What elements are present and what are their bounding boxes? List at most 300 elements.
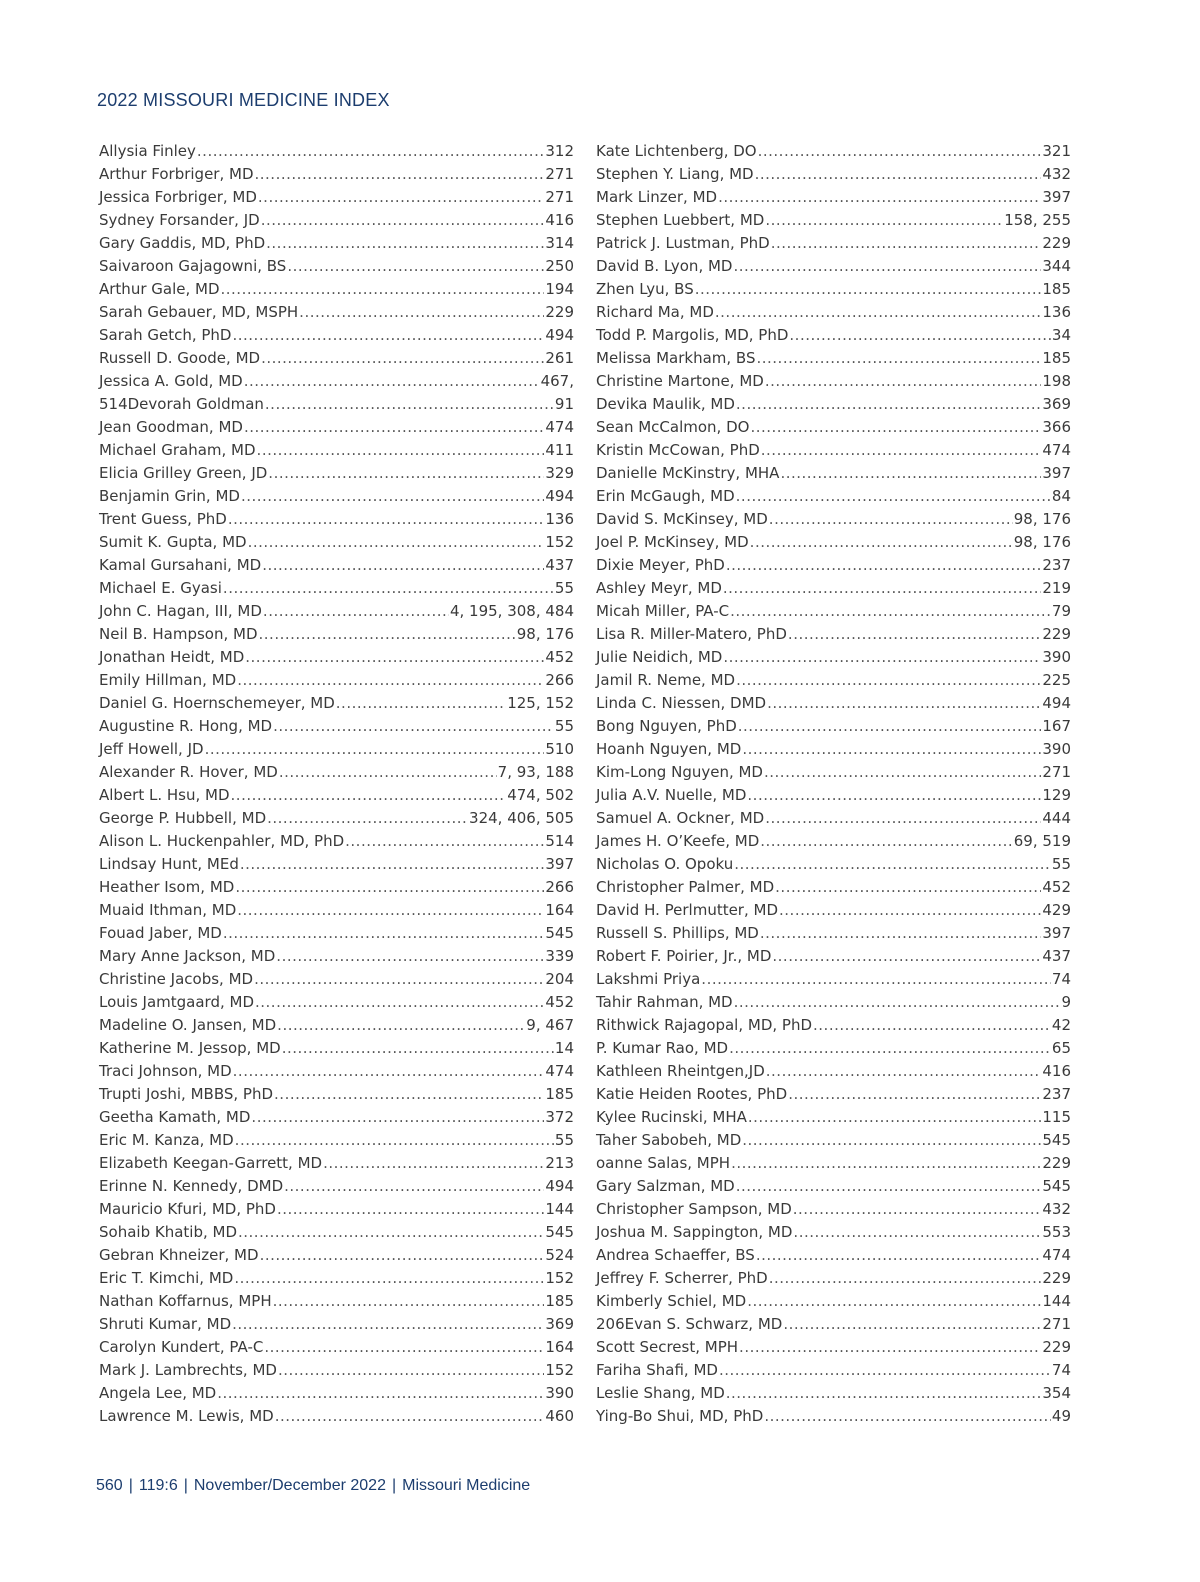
index-entry [596,1290,1071,1313]
dot-leader [760,922,1041,945]
dot-leader [726,554,1042,577]
entry-pages: 416 [545,211,574,229]
entry-name: Emily Hillman, MD [99,671,237,689]
dot-leader [217,1382,544,1405]
index-entry [99,393,574,416]
dot-leader [240,853,545,876]
dot-leader [278,1359,544,1382]
index-entry [596,1014,1071,1037]
dot-leader [235,876,544,899]
entry-name: Christine Jacobs, MD [99,970,254,988]
entry-pages: 390 [545,1384,574,1402]
entry-name: Angela Lee, MD [99,1384,217,1402]
dot-leader [258,186,544,209]
dot-leader [739,1336,1041,1359]
entry-pages: 198 [1042,372,1071,390]
entry-pages: 185 [545,1085,574,1103]
entry-pages: 237 [1042,556,1071,574]
entry-name: Bong Nguyen, PhD [596,717,737,735]
entry-pages: 65 [1051,1039,1071,1057]
entry-pages: 129 [1042,786,1071,804]
entry-name: Carolyn Kundert, PA-C [99,1338,264,1356]
index-entry [596,738,1071,761]
dot-leader [731,1152,1041,1175]
entry-name: Melissa Markham, BS [596,349,756,367]
dot-leader [765,807,1041,830]
entry-pages: 545 [545,924,574,942]
entry-pages: 136 [545,510,574,528]
entry-name: Julia A.V. Nuelle, MD [596,786,747,804]
dot-leader [265,393,554,416]
index-entry [99,623,574,646]
dot-leader [780,462,1041,485]
entry-name: Patrick J. Lustman, PhD [596,234,770,252]
index-entry [596,163,1071,186]
entry-pages: 553 [1042,1223,1071,1241]
dot-leader [262,554,544,577]
entry-pages: 339 [545,947,574,965]
entry-pages: 152 [545,1361,574,1379]
entry-pages: 55 [554,579,574,597]
dot-leader [736,485,1051,508]
dot-leader [736,393,1041,416]
index-entry [99,1244,574,1267]
dot-leader [223,577,554,600]
index-entry [596,370,1071,393]
index-entry [596,508,1071,531]
dot-leader [263,600,449,623]
index-entry [99,1336,574,1359]
entry-pages: 49 [1051,1407,1071,1425]
entry-pages: 416 [1042,1062,1071,1080]
entry-pages: 185 [545,1292,574,1310]
entry-name: Erinne N. Kennedy, DMD [99,1177,284,1195]
entry-name: Russell S. Phillips, MD [596,924,759,942]
dot-leader [813,1014,1051,1037]
index-entry [99,1382,574,1405]
entry-pages: 314 [545,234,574,252]
index-entry [99,1359,574,1382]
entry-pages: 432 [1042,1200,1071,1218]
entry-name: Alison L. Huckenpahler, MD, PhD [99,832,345,850]
index-entry [99,646,574,669]
dot-leader [718,186,1041,209]
entry-pages: 429 [1042,901,1071,919]
dot-leader [750,416,1041,439]
entry-pages: 271 [1042,763,1071,781]
index-entry [596,393,1071,416]
entry-name: Gebran Khneizer, MD [99,1246,259,1264]
dot-leader [747,784,1041,807]
dot-leader [779,899,1041,922]
entry-pages: 14 [554,1039,574,1057]
index-entry [596,784,1071,807]
entry-pages: 69, 519 [1013,832,1071,850]
footer-separator: | [391,1477,397,1494]
entry-pages: 185 [1042,349,1071,367]
dot-leader [789,324,1051,347]
index-entry [596,1060,1071,1083]
entry-pages: 432 [1042,165,1071,183]
entry-name: Eric T. Kimchi, MD [99,1269,234,1287]
index-entry [99,439,574,462]
dot-leader [719,1359,1051,1382]
index-entry [596,347,1071,370]
index-entry [99,1014,574,1037]
index-entry [99,485,574,508]
entry-name: Louis Jamtgaard, MD [99,993,254,1011]
entry-name: Micah Miller, PA-C [596,602,730,620]
entry-pages: 164 [545,1338,574,1356]
entry-pages: 266 [545,878,574,896]
dot-leader [734,991,1061,1014]
entry-name: John C. Hagan, III, MD [99,602,262,620]
dot-leader [765,209,1003,232]
entry-pages: 390 [1042,740,1071,758]
dot-leader [276,945,544,968]
index-entry [596,232,1071,255]
index-entry [99,600,574,623]
index-entry [99,669,574,692]
index-entry [596,462,1071,485]
entry-pages: 158, 255 [1004,211,1071,229]
dot-leader [257,439,545,462]
entry-name: Michael E. Gyasi [99,579,222,597]
entry-pages: 271 [545,188,574,206]
index-entry [596,1405,1071,1428]
entry-pages: 474 [1042,1246,1071,1264]
index-entry [596,140,1071,163]
entry-pages: 55 [554,717,574,735]
entry-pages: 369 [1042,395,1071,413]
index-entry [596,991,1071,1014]
dot-leader [244,416,544,439]
entry-pages: 55 [554,1131,574,1149]
entry-pages: 164 [545,901,574,919]
entry-name: Joshua M. Sappington, MD [596,1223,793,1241]
entry-name: Heather Isom, MD [99,878,235,896]
dot-leader [756,347,1041,370]
entry-name: Kimberly Schiel, MD [596,1292,747,1310]
entry-name: Dixie Meyer, PhD [596,556,725,574]
dot-leader [273,715,554,738]
entry-name: Sohaib Khatib, MD [99,1223,237,1241]
dot-leader [267,807,468,830]
index-entry [596,1083,1071,1106]
dot-leader [723,577,1041,600]
dot-leader [726,1382,1042,1405]
index-entry [596,554,1071,577]
dot-leader [248,531,545,554]
dot-leader [336,692,506,715]
index-entry [99,1267,574,1290]
entry-pages: 9 [1061,993,1071,1011]
entry-pages: 397 [1042,188,1071,206]
index-entry [99,1060,574,1083]
entry-pages: 271 [545,165,574,183]
entry-pages: 237 [1042,1085,1071,1103]
dot-leader [715,301,1041,324]
entry-name: Fouad Jaber, MD [99,924,222,942]
entry-pages: 7, 93, 188 [497,763,574,781]
index-entry [596,485,1071,508]
dot-leader [323,1152,544,1175]
entry-pages: 344 [1042,257,1071,275]
entry-name: Joel P. McKinsey, MD [596,533,749,551]
index-entry [596,577,1071,600]
dot-leader [223,922,545,945]
dot-leader [277,1014,525,1037]
entry-name: Geetha Kamath, MD [99,1108,251,1126]
index-entry [99,738,574,761]
dot-leader [756,1244,1042,1267]
index-entry [596,1382,1071,1405]
dot-leader [251,1106,544,1129]
index-entry [99,1221,574,1244]
dot-leader [279,761,497,784]
index-entry [596,439,1071,462]
entry-name: Christopher Sampson, MD [596,1200,792,1218]
dot-leader [275,1405,545,1428]
dot-leader [769,508,1013,531]
footer-separator: | [128,1477,133,1494]
entry-name: Lisa R. Miller-Matero, PhD [596,625,787,643]
dot-leader [245,646,544,669]
dot-leader [764,761,1041,784]
index-entry [596,1106,1071,1129]
entry-pages: 74 [1051,1361,1071,1379]
index-entry [99,301,574,324]
entry-name: Allysia Finley [99,142,196,160]
index-entry [99,1405,574,1428]
entry-name: Arthur Forbriger, MD [99,165,254,183]
entry-pages: 91 [554,395,574,413]
entry-pages: 510 [545,740,574,758]
entry-name: oanne Salas, MPH [596,1154,731,1172]
index-entry [596,1244,1071,1267]
index-entry [99,1313,574,1336]
entry-pages: 444 [1042,809,1071,827]
index-entry [596,1152,1071,1175]
entry-pages: 397 [1042,464,1071,482]
entry-pages: 115 [1042,1108,1071,1126]
index-entry [99,692,574,715]
entry-pages: 136 [1042,303,1071,321]
entry-name: Danielle McKinstry, MHA [596,464,780,482]
entry-name: Kim-Long Nguyen, MD [596,763,763,781]
entry-name: Shruti Kumar, MD [99,1315,232,1333]
entry-name: Sydney Forsander, JD [99,211,260,229]
dot-leader [255,991,544,1014]
entry-name: 206Evan S. Schwarz, MD [596,1315,783,1333]
entry-name: Jeff Howell, JD [99,740,204,758]
entry-pages: 98, 176 [1013,510,1071,528]
index-entry [99,945,574,968]
entry-pages: 98, 176 [516,625,574,643]
index-entry [99,991,574,1014]
index-entry [99,1106,574,1129]
page-title: 2022 MISSOURI MEDICINE INDEX [97,90,390,110]
footer-journal: Missouri Medicine [402,1477,531,1494]
dot-leader [273,1290,545,1313]
entry-pages: 437 [1042,947,1071,965]
entry-pages: 185 [1042,280,1071,298]
index-entry [596,1359,1071,1382]
entry-pages: 372 [545,1108,574,1126]
entry-name: Hoanh Nguyen, MD [596,740,742,758]
dot-leader [241,485,544,508]
footer-date: November/December 2022 [193,1477,386,1494]
entry-name: Richard Ma, MD [596,303,714,321]
entry-name: Jean Goodman, MD [99,418,243,436]
dot-leader [237,669,544,692]
entry-pages: 494 [545,1177,574,1195]
entry-pages: 167 [1042,717,1071,735]
entry-name: Jonathan Heidt, MD [99,648,245,666]
entry-name: Taher Sabobeh, MD [596,1131,742,1149]
entry-pages: 397 [1042,924,1071,942]
entry-name: Lindsay Hunt, MEd [99,855,239,873]
dot-leader [221,278,545,301]
dot-leader [760,830,1012,853]
index-entry [99,577,574,600]
entry-pages: 34 [1051,326,1071,344]
entry-name: George P. Hubbell, MD [99,809,267,827]
entry-pages: 225 [1042,671,1071,689]
index-entry [596,1198,1071,1221]
dot-leader [284,1175,544,1198]
entry-name: Gary Gaddis, MD, PhD [99,234,266,252]
index-entry [596,186,1071,209]
index-entry [596,416,1071,439]
entry-name: Samuel A. Ockner, MD [596,809,765,827]
dot-leader [266,232,544,255]
entry-name: Trent Guess, PhD [99,510,227,528]
index-entry [596,646,1071,669]
entry-name: David H. Perlmutter, MD [596,901,779,919]
entry-pages: 366 [1042,418,1071,436]
entry-pages: 229 [1042,1154,1071,1172]
entry-pages: 79 [1051,602,1071,620]
dot-leader [742,1129,1041,1152]
entry-pages: 229 [1042,234,1071,252]
dot-leader [259,623,516,646]
index-entry [596,1221,1071,1244]
index-entry [596,968,1071,991]
entry-name: Saivaroon Gajagowni, BS [99,257,287,275]
entry-pages: 452 [1042,878,1071,896]
index-entry [596,278,1071,301]
entry-name: Kamal Gursahani, MD [99,556,262,574]
dot-leader [750,531,1013,554]
entry-name: Mauricio Kfuri, MD, PhD [99,1200,276,1218]
dot-leader [238,1221,544,1244]
entry-name: Daniel G. Hoernschemeyer, MD [99,694,335,712]
entry-pages: 494 [1042,694,1071,712]
dot-leader [268,462,544,485]
entry-name: Leslie Shang, MD [596,1384,725,1402]
index-entry [596,807,1071,830]
entry-name: Rithwick Rajagopal, MD, PhD [596,1016,813,1034]
dot-leader [769,1267,1042,1290]
entry-name: Trupti Joshi, MBBS, PhD [99,1085,274,1103]
entry-pages: 98, 176 [1013,533,1071,551]
entry-pages: 84 [1051,487,1071,505]
index-entry [99,278,574,301]
entry-name: Zhen Lyu, BS [596,280,694,298]
entry-name: Mary Anne Jackson, MD [99,947,276,965]
entry-pages: 474 [1042,441,1071,459]
index-entry [99,186,574,209]
entry-name: Stephen Y. Liang, MD [596,165,754,183]
entry-pages: 474, 502 [507,786,574,804]
index-entry [99,209,574,232]
entry-pages: 390 [1042,648,1071,666]
index-entry [596,1037,1071,1060]
footer-separator: | [183,1477,188,1494]
index-entry [596,600,1071,623]
entry-name: Sumit K. Gupta, MD [99,533,247,551]
entry-pages: 266 [545,671,574,689]
entry-pages: 324, 406, 505 [469,809,574,827]
dot-leader [738,715,1042,738]
entry-pages: 229 [1042,625,1071,643]
entry-pages: 204 [545,970,574,988]
entry-name: Kathleen Rheintgen,JD [596,1062,765,1080]
dot-leader [766,1060,1042,1083]
index-entry [99,807,574,830]
entry-name: Fariha Shafi, MD [596,1361,718,1379]
dot-leader [793,1221,1041,1244]
entry-pages: 514 [545,832,574,850]
index-entry [99,462,574,485]
entry-name: Lakshmi Priya [596,970,701,988]
index-entry [596,922,1071,945]
entry-name: Arthur Gale, MD [99,280,220,298]
index-entry [596,1175,1071,1198]
entry-pages: 467, [540,372,574,390]
entry-name: Sarah Getch, PhD [99,326,232,344]
dot-leader [736,1175,1042,1198]
entry-name: David B. Lyon, MD [596,257,733,275]
index-entry [99,347,574,370]
entry-name: David S. McKinsey, MD [596,510,768,528]
entry-name: Scott Secrest, MPH [596,1338,739,1356]
index-entry [99,1175,574,1198]
entry-name: Nathan Koffarnus, MPH [99,1292,272,1310]
entry-name: Jeffrey F. Scherrer, PhD [596,1269,768,1287]
entry-pages: 9, 467 [526,1016,574,1034]
index-entry [99,715,574,738]
entry-pages: 321 [1042,142,1071,160]
dot-leader [764,1405,1051,1428]
entry-pages: 4, 195, 308, 484 [449,602,574,620]
entry-pages: 229 [1042,1269,1071,1287]
entry-name: Lawrence M. Lewis, MD [99,1407,274,1425]
index-entry [99,416,574,439]
dot-leader [793,1198,1042,1221]
dot-leader [742,738,1041,761]
dot-leader [237,899,544,922]
index-column-left [99,140,574,1428]
index-entry [99,899,574,922]
dot-leader [232,1313,544,1336]
index-entry [596,692,1071,715]
dot-leader [197,140,544,163]
index-entry [596,531,1071,554]
entry-name: Erin McGaugh, MD [596,487,735,505]
entry-name: 514Devorah Goldman [99,395,264,413]
